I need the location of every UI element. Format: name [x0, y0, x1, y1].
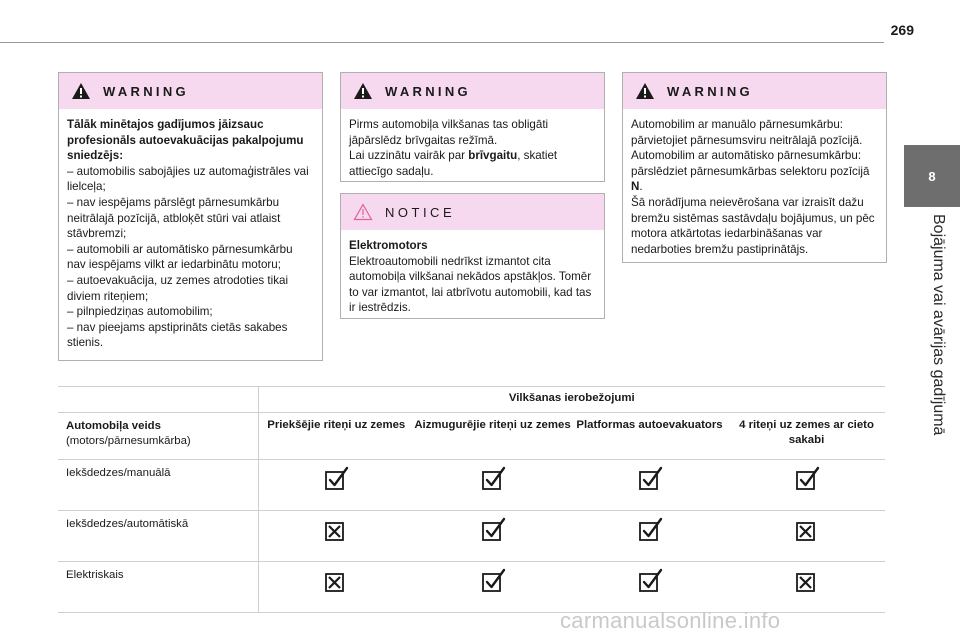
table-row	[58, 562, 885, 613]
notice-text: Elektroautomobili nedrīkst izmantot cita automobiļa vilkšanai nekādos apstākļos. Tomēr to var izmantot, lai atbrīvotu automobili, kad tas ir iestrēdzis.	[349, 254, 592, 315]
chapter-title-text: Bojājuma vai avārijas gadījumā	[930, 214, 947, 436]
warning-triangle-icon	[353, 82, 373, 100]
warning-text	[349, 148, 596, 179]
warning-label: WARNING	[667, 83, 753, 99]
table-group-header: Vilkšanas ierobežojumi	[258, 387, 885, 413]
warning-text: Automobilim ar manuālo pārnesumkārbu: pārvietojiet pārnesumsviru neitrālajā pozīcijā.	[631, 118, 863, 147]
allowed-check-icon	[323, 466, 349, 492]
table-corner-cell	[58, 387, 258, 413]
column-header: Aizmugurējie riteņi uz zemes	[414, 413, 571, 460]
text-run: , skatiet attiecīgo sadaļu.	[349, 149, 558, 178]
column-header: 4 riteņi uz zemes ar cieto sakabi	[728, 413, 885, 460]
allowed-check-icon	[637, 517, 663, 543]
warning-box-freewheel	[340, 72, 605, 182]
text-run: Automobilim ar automātisko pārnesumkārbu: pārslēdziet pārnesumkārbas selektoru pozīcijā	[631, 149, 870, 178]
warning-header	[623, 73, 886, 109]
table-row	[58, 511, 885, 562]
vehicle-type-header	[58, 413, 258, 460]
table-cell	[414, 460, 571, 511]
notice-triangle-icon	[353, 203, 373, 221]
warning-header	[59, 73, 322, 109]
notice-heading: Elektromotors	[349, 239, 428, 252]
warning-item: – automobili ar automātisko pārnesumkārbu nav iespējams vilkt ar iedarbinātu motoru;	[67, 242, 293, 272]
warning-item: – automobilis sabojājies uz automaģistrāles vai lielceļa;	[67, 164, 309, 194]
column-header: Priekšējie riteņi uz zemes	[258, 413, 414, 460]
allowed-check-icon	[480, 568, 506, 594]
not-allowed-cross-icon	[794, 568, 820, 594]
warning-item: – autoevakuācija, uz zemes atrodoties tikai diviem riteņiem;	[67, 273, 289, 303]
table-cell	[258, 511, 414, 562]
table-header-row	[58, 413, 885, 460]
table-cell	[414, 562, 571, 613]
allowed-check-icon	[480, 517, 506, 543]
table-cell	[728, 511, 885, 562]
warning-box-gearbox-neutral	[622, 72, 887, 263]
row-label: Iekšdedzes/manuālā	[58, 460, 258, 511]
chapter-tab[interactable]: 8	[904, 145, 960, 207]
warning-box-towing-professional	[58, 72, 323, 361]
table-cell	[571, 460, 728, 511]
table-cell	[258, 562, 414, 613]
table-cell	[571, 511, 728, 562]
chapter-title	[905, 214, 960, 454]
text-run: .	[639, 180, 643, 194]
table-cell	[258, 460, 414, 511]
warning-heading: Tālāk minētajos gadījumos jāizsauc profesionāls autoevakuācijas pakalpojumu sniedzējs:	[67, 118, 304, 163]
warning-header	[341, 73, 604, 109]
not-allowed-cross-icon	[794, 517, 820, 543]
warning-triangle-icon	[71, 82, 91, 100]
not-allowed-cross-icon	[323, 568, 349, 594]
allowed-check-icon	[637, 466, 663, 492]
warning-body	[59, 109, 322, 351]
warning-body	[623, 109, 886, 257]
notice-label: NOTICE	[385, 204, 456, 220]
warning-triangle-icon	[635, 82, 655, 100]
warning-text	[631, 148, 878, 195]
freewheel-link-text: brīvgaitu	[468, 149, 518, 163]
not-allowed-cross-icon	[323, 517, 349, 543]
warning-label: WARNING	[103, 83, 189, 99]
table-cell	[728, 562, 885, 613]
notice-body	[341, 230, 604, 316]
table-cell	[414, 511, 571, 562]
warning-item: – nav pieejams apstiprināts cietās sakabes stienis.	[67, 320, 288, 350]
warning-item: – nav iespējams pārslēgt pārnesumkārbu neitrālajā pozīcijā, atbloķēt stūri vai atlaist stāvbremzi;	[67, 195, 281, 241]
warning-text: Šā norādījuma neievērošana var izraisīt dažu bremžu sistēmas sastāvdaļu bojājumus, un pēc motora atkārtotas iedarbināšanas var nedarboties bremžu pastiprinātājs.	[631, 195, 875, 256]
row-label: Iekšdedzes/automātiskā	[58, 511, 258, 562]
table-cell	[728, 460, 885, 511]
vehicle-type-title: Automobiļa veids	[66, 420, 161, 432]
watermark: carmanualsonline.info	[560, 608, 781, 633]
warning-body	[341, 109, 604, 179]
table-group-header-row	[58, 387, 885, 413]
table-cell	[571, 562, 728, 613]
text-run: Lai uzzinātu vairāk par	[349, 149, 469, 163]
towing-restrictions-table	[58, 386, 885, 613]
warning-text: Pirms automobiļa vilkšanas tas obligāti jāpārslēdz brīvgaitas režīmā.	[349, 118, 549, 147]
vehicle-type-subtitle: (motors/pārnesumkārba)	[66, 435, 191, 447]
allowed-check-icon	[480, 466, 506, 492]
allowed-check-icon	[794, 466, 820, 492]
warning-label: WARNING	[385, 83, 471, 99]
notice-box-electric-motor	[340, 193, 605, 319]
column-header: Platformas autoevakuators	[571, 413, 728, 460]
row-label: Elektriskais	[58, 562, 258, 613]
top-divider	[0, 42, 884, 43]
page-number: 269	[890, 22, 914, 38]
table-row	[58, 460, 885, 511]
warning-item: – pilnpiedziņas automobilim;	[67, 305, 213, 319]
allowed-check-icon	[637, 568, 663, 594]
notice-header	[341, 194, 604, 230]
gear-position-text: N	[631, 180, 640, 194]
